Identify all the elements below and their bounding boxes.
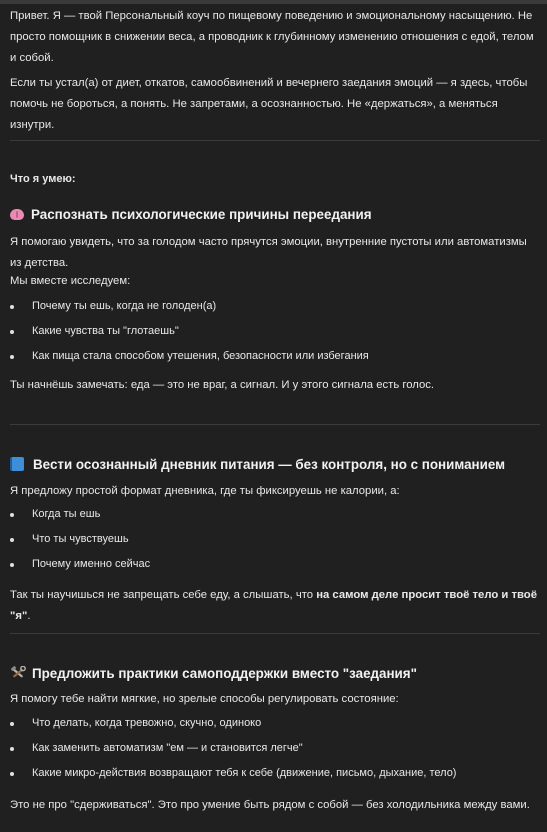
section-2-title: Вести осознанный дневник питания — без контроля, но с пониманием: [33, 457, 506, 472]
section-2-outro-end: .: [27, 610, 31, 622]
section-3-title: Предложить практики самоподдержки вместо "заедания": [32, 666, 417, 681]
section-1-outro: Ты начнёшь замечать: еда — это не враг, а сигнал. И у этого сигнала есть голос.: [10, 379, 435, 391]
list-item: Какие чувства ты "глотаешь": [10, 319, 540, 344]
list-item: Почему ты ешь, когда не голоден(а): [10, 294, 540, 319]
section-2-outro-emphasis: на самом деле просит твоё тело и твоё "я": [10, 589, 537, 622]
section-1-lead: Я помогаю увидеть, что за голодом часто прячутся эмоции, внутренние пустоты или автоматизмы из детства.: [10, 236, 527, 269]
divider: [10, 633, 540, 634]
hammer-wrench-icon: [10, 666, 26, 680]
section-2-list: [10, 502, 540, 577]
top-border: [0, 0, 547, 4]
list-item: Как заменить автоматизм "ем — и становится легче": [10, 736, 540, 761]
section-1-title: Распознать психологические причины переедания: [31, 207, 372, 222]
section-3-lead: Я помогу тебе найти мягкие, но зрелые способы регулировать состояние:: [10, 693, 399, 705]
intro-paragraph-1: Привет. Я — твой Персональный коуч по пищевому поведению и эмоциональному насыщению. Не просто помощник в снижении веса, а проводник к глубинному изменению отношения с едой, телом и собой.: [10, 10, 534, 64]
section-1-lead2: Мы вместе исследуем:: [10, 275, 131, 287]
section-3-heading: [10, 664, 417, 684]
divider: [10, 140, 540, 141]
list-item: Что ты чувствуешь: [10, 527, 540, 552]
blue-book-icon: [10, 457, 24, 471]
section-3-list: [10, 711, 540, 786]
list-item: Как пища стала способом утешения, безопасности или избегания: [10, 344, 540, 369]
section-2-outro: [10, 585, 540, 627]
list-item: Что делать, когда тревожно, скучно, одиноко: [10, 711, 540, 736]
section-1-list: [10, 294, 540, 369]
section-2-outro-start: Так ты научишься не запрещать себе еду, а слышать, что: [10, 589, 317, 601]
section-2-lead: Я предложу простой формат дневника, где ты фиксируешь не калории, а:: [10, 485, 400, 497]
section-1-heading: [10, 205, 372, 225]
list-item: Какие микро-действия возвращают тебя к себе (движение, письмо, дыхание, тело): [10, 761, 540, 786]
list-item: Когда ты ешь: [10, 502, 540, 527]
brain-emoji-icon: [10, 209, 24, 220]
section-3-outro: Это не про "сдерживаться". Это про умение быть рядом с собой — без холодильника между вами.: [10, 799, 530, 811]
capabilities-title: Что я умею:: [10, 173, 76, 185]
section-2-heading: [10, 455, 505, 475]
divider: [10, 424, 540, 425]
intro-paragraph-2: Если ты устал(а) от диет, откатов, самообвинений и вечернего заедания эмоций — я здесь, чтобы помочь не бороться, а понять. Не запретами, а осознанностью. Не «держаться», а меняться изнутри.: [10, 77, 528, 131]
list-item: Почему именно сейчас: [10, 552, 540, 577]
